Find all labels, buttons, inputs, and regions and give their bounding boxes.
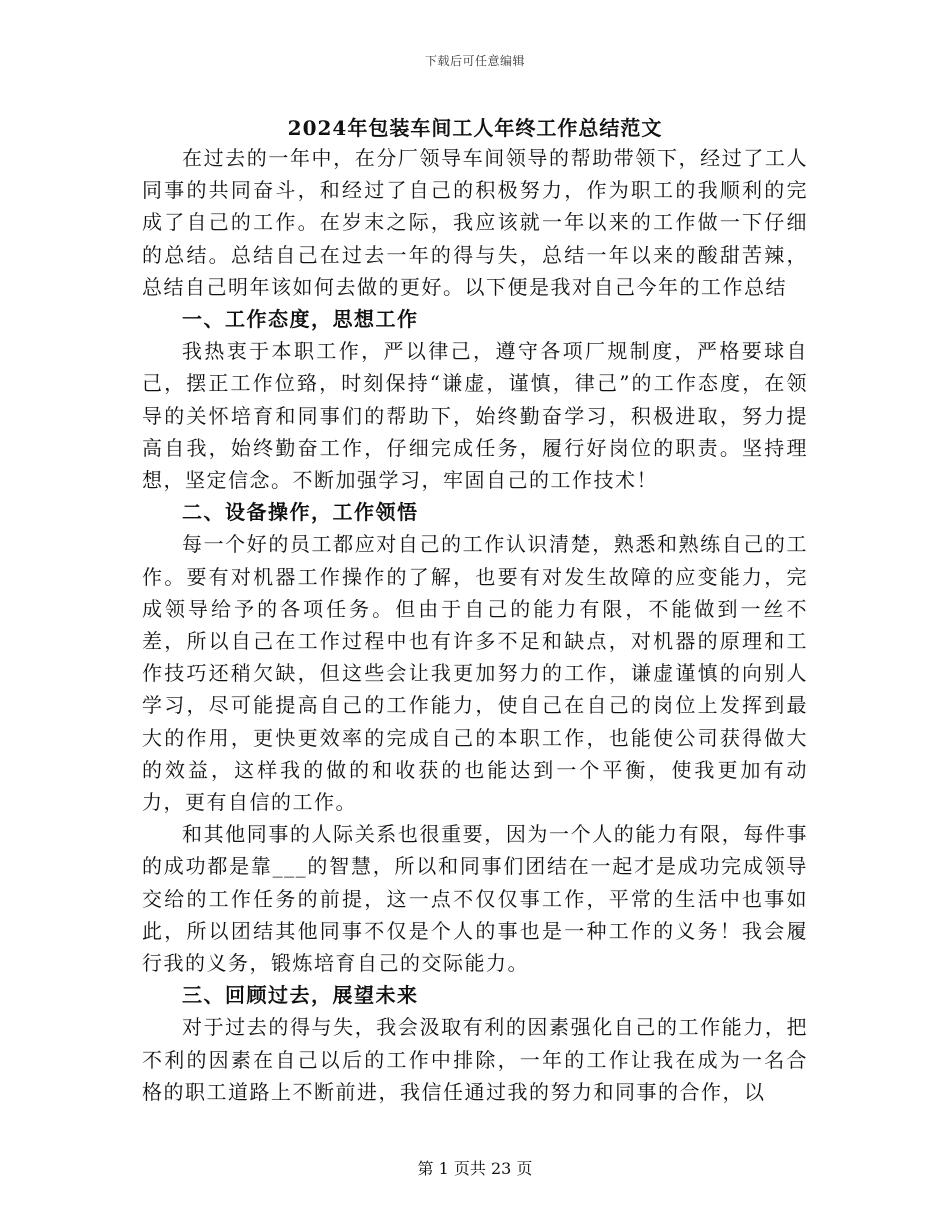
section-equipment-paragraph-2: 和其他同事的人际关系也很重要，因为一个人的能力有限，每件事的成功都是靠___的智慧，所以和同事们团结在一起才是成功完成领导交给的工作任务的前提，这一点不仅仅事工作，平常的生活中也事如此，所以团结其他同事不仅是个人的事也是一种工作的义务！我会履行我的义务，锻炼培育自己的交际能力。 [142,822,808,976]
page-number-footer: 第 1 页共 23 页 [417,1159,533,1178]
section-heading-equipment: 二、设备操作，工作领悟 [182,500,419,525]
document-title: 2024年包装车间工人年终工作总结范文 [287,116,663,140]
section-equipment-paragraph-1: 每一个好的员工都应对自己的工作认识清楚，熟悉和熟练自己的工作。要有对机器工作操作的了解，也要有对发生故障的应变能力，完成领导给予的各项任务。但由于自己的能力有限，不能做到一丝不差，所以自己在工作过程中也有许多不足和缺点，对机器的原理和工作技巧还稍欠缺，但这些会让我更加努力的工作，谦虚谨慎的向别人学习，尽可能提高自己的工作能力，使自己在自己的岗位上发挥到最大的作用，更快更效率的完成自己的本职工作，也能使公司获得做大的效益，这样我的做的和收获的也能达到一个平衡，使我更加有动力，更有自信的工作。 [142,532,808,815]
section-attitude-paragraph: 我热衷于本职工作，严以律己，遵守各项厂规制度，严格要球自己，摆正工作位臵，时刻保持“谦虚，谨慎，律己”的工作态度，在领导的关怀培育和同事们的帮助下，始终勤奋学习，积极进取，努力提高自我，始终勤奋工作，仔细完成任务，履行好岗位的职责。坚持理想，坚定信念。不断加强学习，牢固自己的工作技术！ [142,339,808,493]
document-body [142,142,808,1108]
intro-paragraph: 在过去的一年中，在分厂领导车间领导的帮助带领下，经过了工人同事的共同奋斗，和经过了自己的积极努力，作为职工的我顺利的完成了自己的工作。在岁末之际，我应该就一年以来的工作做一下仔细的总结。总结自己在过去一年的得与失，总结一年以来的酸甜苦辣，总结自己明年该如何去做的更好。以下便是我对自己今年的工作总结 [142,146,808,299]
section-heading-review: 三、回顾过去，展望未来 [182,983,419,1008]
section-review-paragraph: 对于过去的得与失，我会汲取有利的因素强化自己的工作能力，把不利的因素在自己以后的工作中排除，一年的工作让我在成为一名合格的职工道路上不断前进，我信任通过我的努力和同事的合作，以 [142,1015,808,1104]
section-heading-attitude: 一、工作态度，思想工作 [182,307,419,332]
header-note: 下载后可任意编辑 [424,54,525,68]
